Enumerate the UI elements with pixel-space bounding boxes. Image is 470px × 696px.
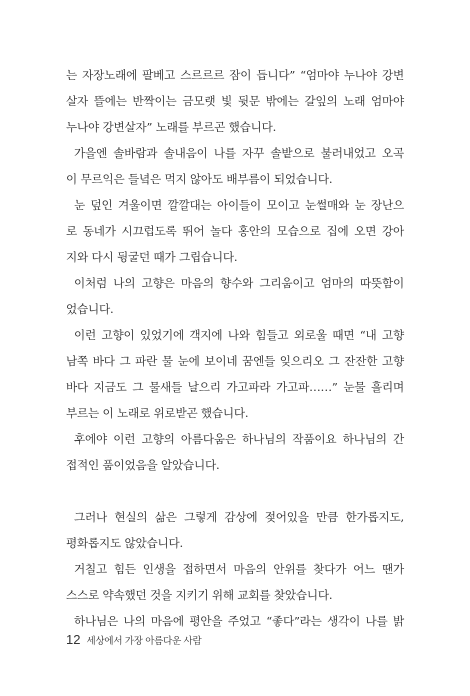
text-line: 가을엔 솔바람과 솔내음이 나를 자꾸 솔밭으로 불러내었고 오곡 — [74, 146, 404, 160]
text-line: 이런 고향이 있었기에 객지에 나와 힘들고 외로울 때면 “내 고향 — [74, 328, 404, 342]
text-line: 었습니다. — [66, 302, 114, 316]
text-line: 눈 덮인 겨울이면 깔깔대는 아이들이 모이고 눈썰매와 눈 장난으 — [74, 198, 404, 212]
text-line: 살자 뜰에는 반짝이는 금모랫 빛 뒷문 밖에는 갈잎의 노래 엄마야 — [66, 94, 404, 108]
paragraph-8 — [66, 556, 404, 608]
text-line: 하나님은 나의 마음에 평안을 주었고 “좋다”라는 생각이 나를 밝 — [74, 614, 404, 628]
text-line: 후에야 이런 고향의 아름다움은 하나님의 작품이요 하나님의 간 — [74, 432, 404, 446]
text-line: 는 자장노래에 팔베고 스르르르 잠이 듭니다” “엄마야 누나야 강변 — [66, 68, 404, 82]
text-line: 누나야 강변살자” 노래를 부르곤 했습니다. — [66, 120, 277, 134]
text-line: 남쪽 바다 그 파란 물 눈에 보이네 꿈엔들 잊으리오 그 잔잔한 고향 — [66, 354, 404, 368]
text-line: 스스로 약속했던 것을 지키기 위해 교회를 찾았습니다. — [66, 588, 333, 602]
paragraph-5 — [66, 322, 404, 426]
paragraph-4 — [66, 270, 404, 322]
text-line: 거칠고 힘든 인생을 접하면서 마음의 안위를 찾다가 어느 땐가 — [74, 562, 404, 576]
text-line: 이처럼 나의 고향은 마음의 향수와 그리움이고 엄마의 따뜻함이 — [74, 276, 404, 290]
page-footer — [66, 632, 202, 647]
page-number: 12 — [66, 632, 81, 647]
text-line: 접적인 품이었음을 알았습니다. — [66, 458, 220, 472]
paragraph-9 — [66, 608, 404, 634]
paragraph-7 — [66, 504, 404, 556]
text-line: 바다 지금도 그 물새들 날으리 가고파라 가고파……” 눈물 흘리며 — [66, 380, 404, 394]
running-title: 세상에서 가장 아름다운 사람 — [86, 636, 202, 647]
body-text — [66, 62, 404, 634]
paragraph-1 — [66, 62, 404, 140]
text-line: 지와 다시 뒹굴던 때가 그립습니다. — [66, 250, 238, 264]
text-line: 로 동네가 시끄럽도록 뛰어 놀다 홍안의 모습으로 집에 오면 강아 — [66, 224, 404, 238]
text-line: 부르는 이 노래로 위로받곤 했습니다. — [66, 406, 249, 420]
paragraph-6 — [66, 426, 404, 478]
text-line: 평화롭지도 않았습니다. — [66, 536, 183, 550]
paragraph-2 — [66, 140, 404, 192]
text-line: 그러나 현실의 삶은 그렇게 감상에 젖어있을 만큼 한가롭지도, — [74, 510, 404, 524]
paragraph-3 — [66, 192, 404, 270]
section-break — [66, 478, 404, 504]
text-line: 이 무르익은 들녘은 먹지 않아도 배부름이 되었습니다. — [66, 172, 333, 186]
